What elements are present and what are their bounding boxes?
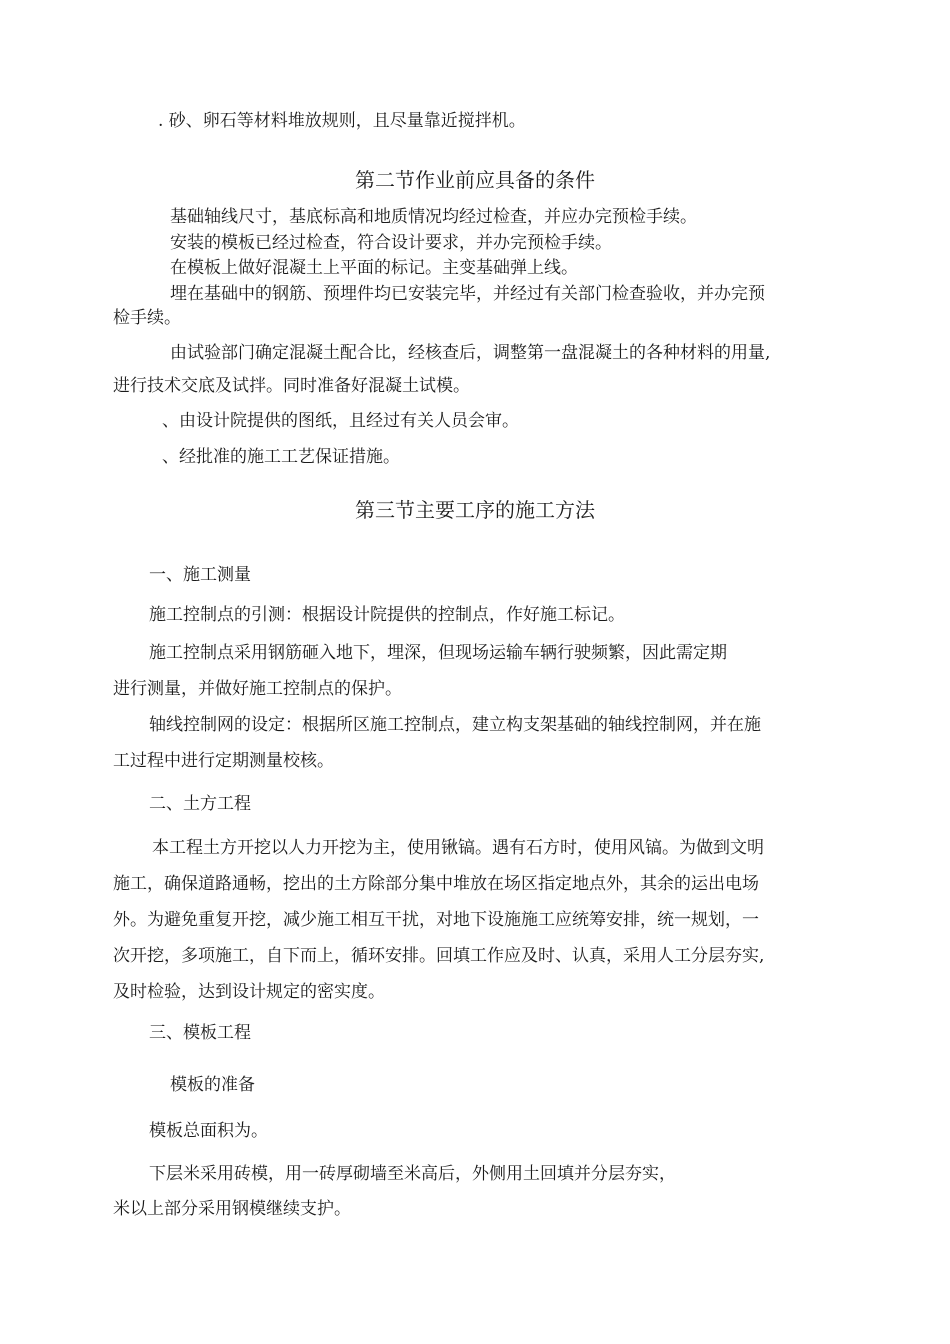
subsection-heading: 三、模板工程 <box>149 1023 251 1043</box>
paragraph-line: 施工控制点采用钢筋砸入地下，埋深，但现场运输车辆行驶频繁，因此需定期 <box>149 643 727 663</box>
section-title: 第二节作业前应具备的条件 <box>355 168 595 192</box>
paragraph-line: 埋在基础中的钢筋、预埋件均已安装完毕，并经过有关部门检查验收，并办完预 <box>170 284 765 304</box>
paragraph-line: 基础轴线尺寸，基底标高和地质情况均经过检查，并应办完预检手续。 <box>170 207 697 227</box>
paragraph-line: 安装的模板已经过检查，符合设计要求，并办完预检手续。 <box>170 233 612 253</box>
paragraph-line: 本工程土方开挖以人力开挖为主，使用锹镐。遇有石方时，使用风镐。为做到文明 <box>152 838 764 858</box>
paragraph-line: 工过程中进行定期测量校核。 <box>113 751 334 771</box>
paragraph-line: 下层米采用砖模，用一砖厚砌墙至米高后，外侧用土回填并分层夯实， <box>149 1164 676 1184</box>
paragraph-line: 外。为避免重复开挖，减少施工相互干扰，对地下设施施工应统筹安排，统一规划，一 <box>113 910 759 930</box>
subsection-heading: 一、施工测量 <box>149 565 251 585</box>
subsection-heading: 模板的准备 <box>170 1075 255 1095</box>
paragraph-line: 米以上部分采用钢模继续支护。 <box>113 1199 351 1219</box>
paragraph-line: . 砂、卵石等材料堆放规则，且尽量靠近搅拌机。 <box>158 111 526 131</box>
paragraph-line: 及时检验，达到设计规定的密实度。 <box>113 982 385 1002</box>
paragraph-line: 轴线控制网的设定：根据所区施工控制点，建立构支架基础的轴线控制网，并在施 <box>149 715 761 735</box>
paragraph-line: 施工，确保道路通畅，挖出的土方除部分集中堆放在场区指定地点外，其余的运出电场 <box>113 874 759 894</box>
paragraph-line: 进行测量，并做好施工控制点的保护。 <box>113 679 402 699</box>
paragraph-line: 、由设计院提供的图纸，且经过有关人员会审。 <box>162 411 519 431</box>
paragraph-line: 由试验部门确定混凝土配合比，经核查后，调整第一盘混凝土的各种材料的用量, <box>170 343 771 363</box>
paragraph-line: 检手续。 <box>113 308 181 328</box>
paragraph-line: 在模板上做好混凝土上平面的标记。主变基础弹上线。 <box>170 258 578 278</box>
paragraph-line: 模板总面积为。 <box>149 1121 268 1141</box>
paragraph-line: 进行技术交底及试拌。同时准备好混凝土试模。 <box>113 376 470 396</box>
section-title: 第三节主要工序的施工方法 <box>355 498 595 522</box>
paragraph-line: 次开挖，多项施工，自下而上，循环安排。回填工作应及时、认真，采用人工分层夯实, <box>113 946 765 966</box>
paragraph-line: 、经批准的施工工艺保证措施。 <box>162 447 400 467</box>
subsection-heading: 二、土方工程 <box>149 794 251 814</box>
paragraph-line: 施工控制点的引测：根据设计院提供的控制点，作好施工标记。 <box>149 605 625 625</box>
